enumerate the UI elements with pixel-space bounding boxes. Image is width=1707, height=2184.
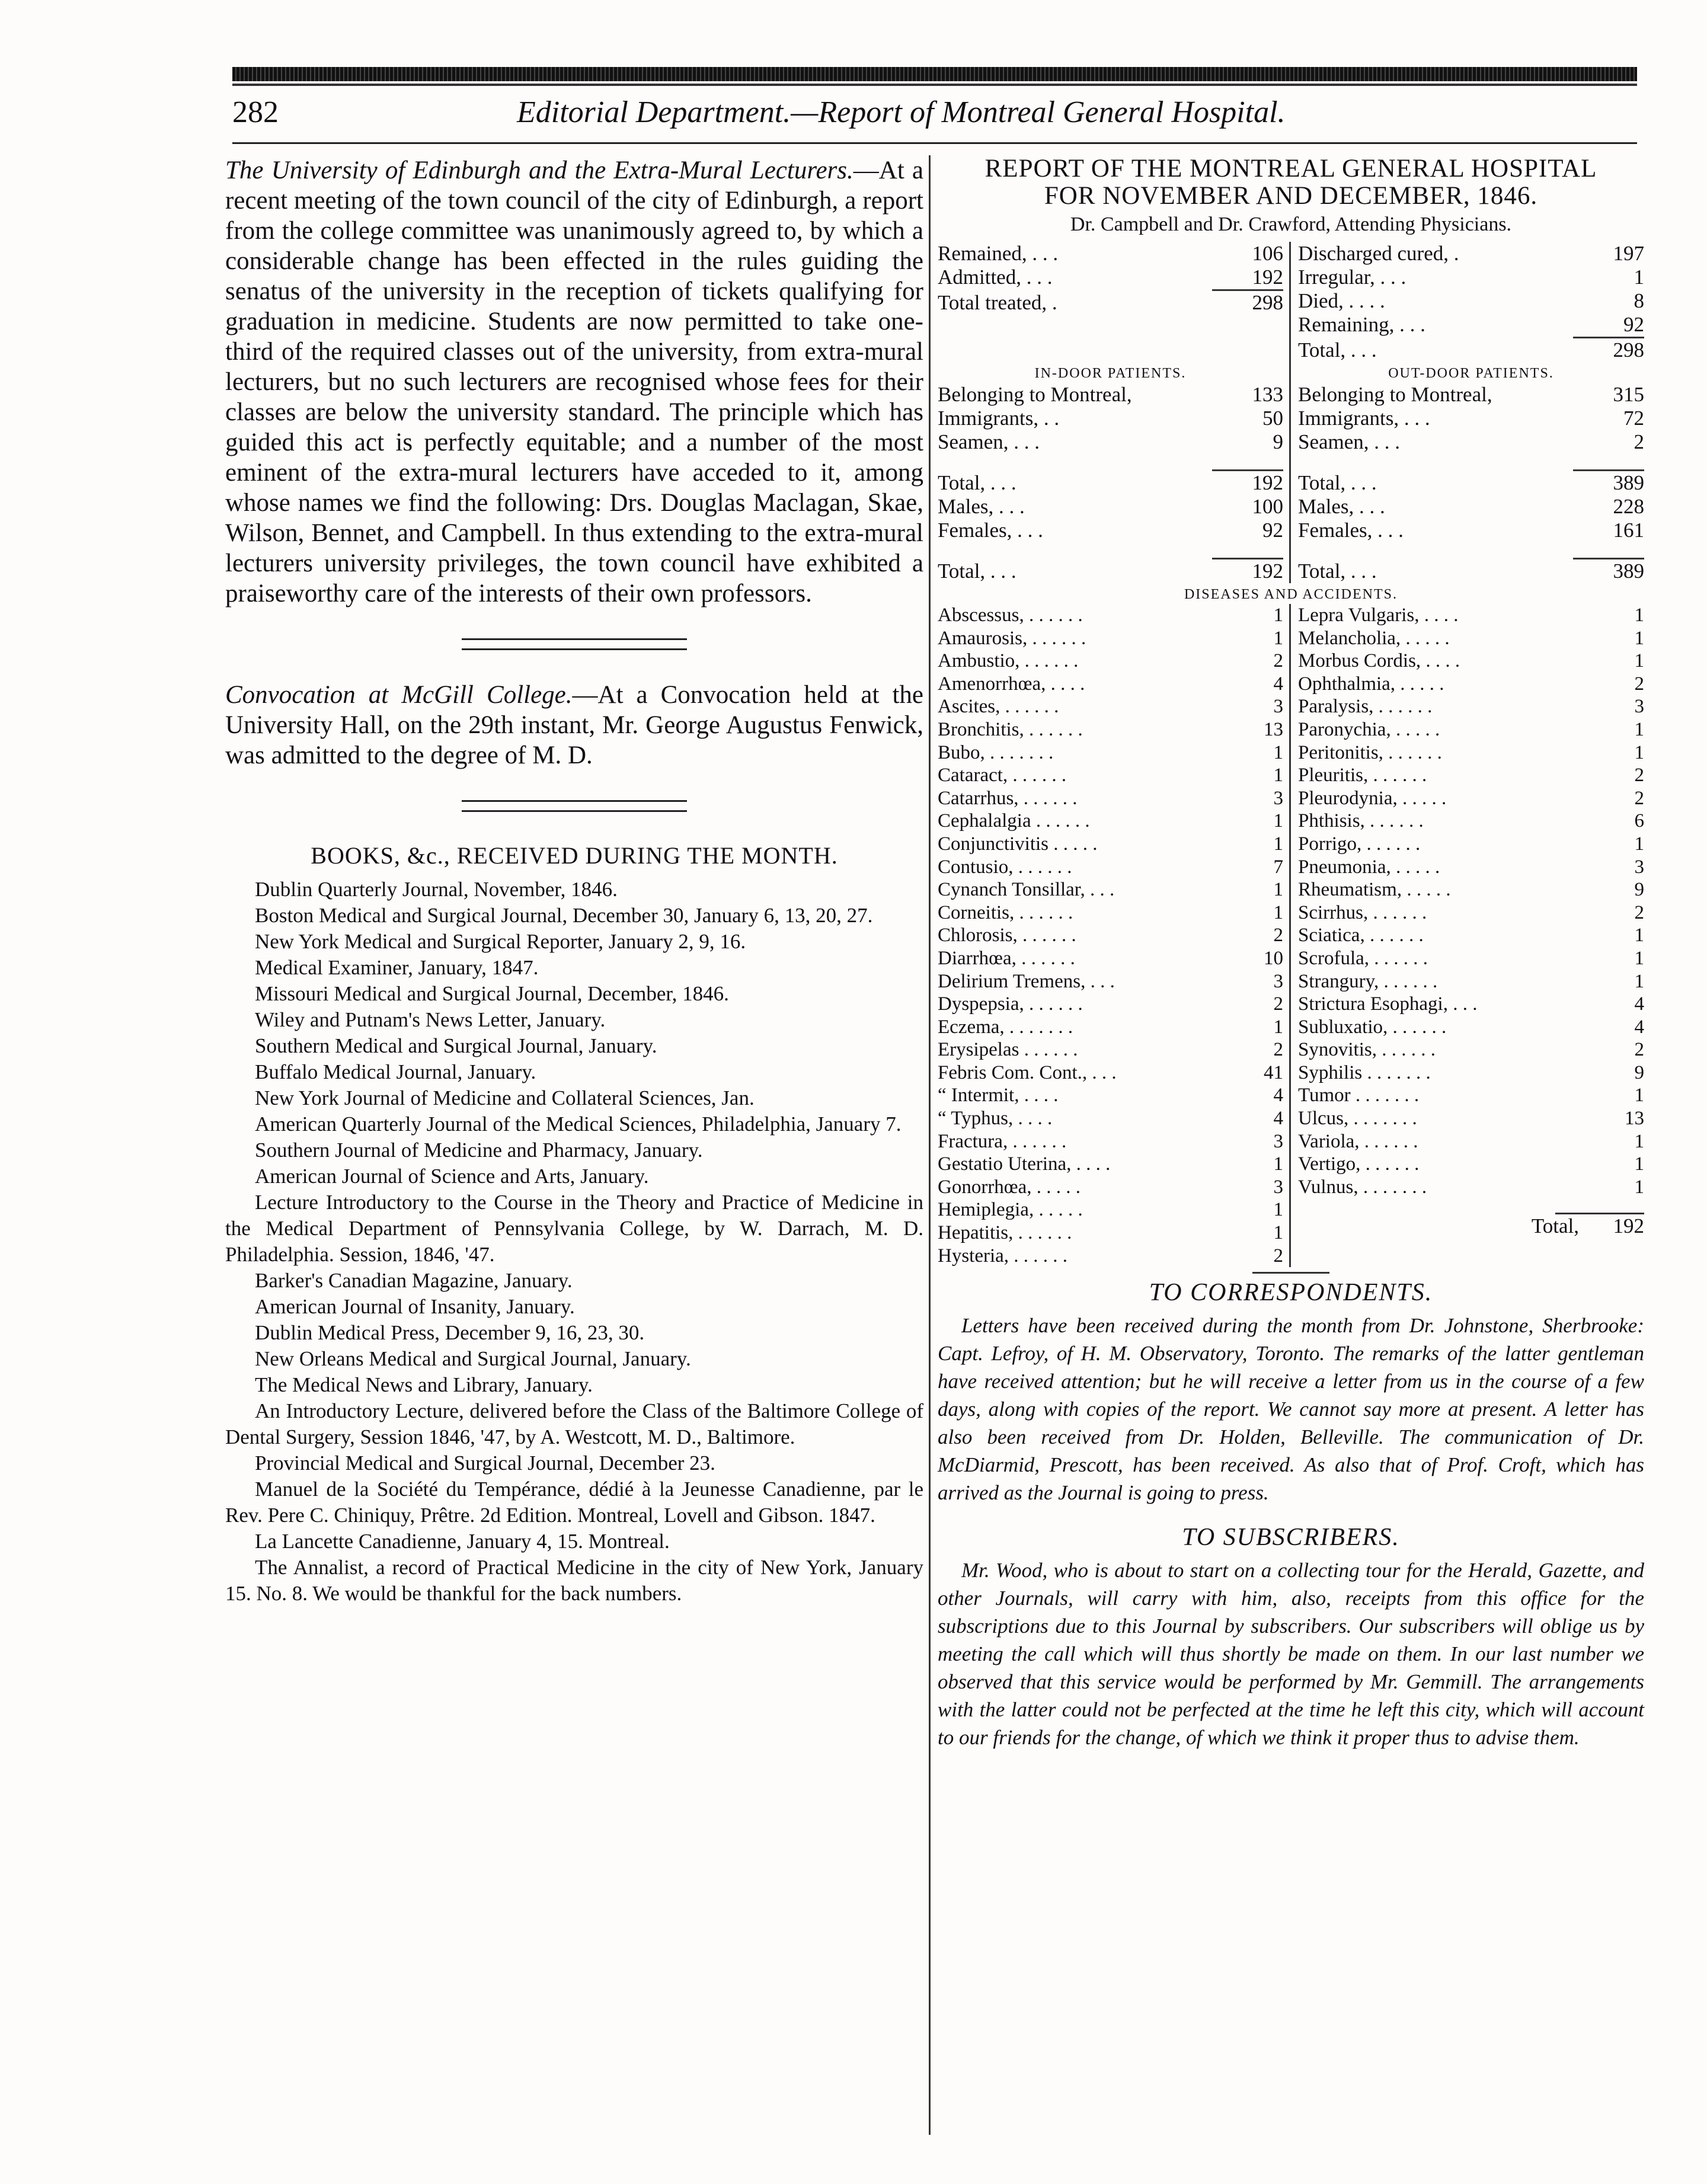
diseases-heading: DISEASES AND ACCIDENTS. [1184, 587, 1398, 602]
table-row [1298, 833, 1644, 856]
table-row [1298, 970, 1644, 993]
table-row [1298, 338, 1644, 362]
book-entry: Dublin Medical Press, December 9, 16, 23, 30. [255, 1321, 645, 1344]
table-row [1298, 519, 1644, 542]
running-title: Editorial Department.—Report of Montreal General Hospital. [517, 95, 1286, 129]
row-value: 1 [1634, 650, 1644, 672]
row-label: Paralysis, . . . . . . [1298, 696, 1433, 718]
header-ornamental-rule [232, 67, 1637, 81]
row-label: Syphilis . . . . . . . [1298, 1061, 1431, 1083]
row-label: Belonging to Montreal, [938, 383, 1132, 406]
row-label: Diarrhœa, . . . . . . [938, 947, 1075, 969]
table-row [1298, 313, 1644, 337]
book-entry: The Medical News and Library, January. [255, 1373, 593, 1396]
table-row [938, 970, 1283, 993]
row-label: Vertigo, . . . . . . [1298, 1153, 1420, 1175]
row-label: Total, . . . [1298, 559, 1377, 583]
row-label: Erysipelas . . . . . . [938, 1039, 1078, 1061]
row-value: 1 [1634, 1153, 1644, 1175]
row-label: “ Intermit, . . . . [938, 1085, 1059, 1107]
row-label: Scirrhus, . . . . . . [1298, 901, 1427, 923]
row-label: Immigrants, . . [938, 407, 1060, 430]
row-value: 9 [1634, 1061, 1644, 1083]
row-value: 100 [1252, 495, 1283, 518]
table-row [938, 1061, 1283, 1085]
row-value: 2 [1273, 993, 1283, 1015]
diseases-right-wrap [1291, 604, 1644, 1267]
table-row [938, 1198, 1283, 1221]
table-row [938, 993, 1283, 1016]
table-row [1298, 695, 1644, 718]
row-label: Hemiplegia, . . . . . [938, 1199, 1083, 1221]
table-row [938, 1016, 1283, 1039]
table-row [938, 1084, 1283, 1107]
table-row [938, 604, 1283, 627]
table-row [938, 383, 1283, 407]
table-row [1298, 741, 1644, 765]
page-number: 282 [232, 95, 279, 129]
row-label: Ambustio, . . . . . . [938, 650, 1079, 672]
row-value: 1 [1273, 879, 1283, 901]
row-label: Total, . . . [938, 559, 1016, 583]
table-row [938, 519, 1283, 542]
report-title-line2: FOR NOVEMBER AND DECEMBER, 1846. [1044, 182, 1538, 210]
row-value: 92 [1623, 313, 1644, 336]
book-entry: Southern Medical and Surgical Journal, January. [255, 1034, 657, 1057]
diseases-total-label: Total, [1531, 1214, 1579, 1238]
report-title-line1: REPORT OF THE MONTREAL GENERAL HOSPITAL [984, 155, 1597, 183]
edinburgh-body: —At a recent meeting of the town council of the city of Edinburgh, a report from the college committee was unanimously agreed to, by which a considerable change has been effected in the rules guiding the senatus of the university in the reception of tickets qualifying for graduation in medicine. Students are now permitted to take one-third of the required classes out of the university, from extra-mural lecturers, but no such lecturers are recognised whose fees for their classes are below the university standard. The principle which has guided this act is perfectly equitable; and a number of the most eminent of the extra-mural lecturers have acceded to it, among whose names we find the following: Drs. Douglas Maclagan, Skae, Wilson, Bennet, and Campbell. In thus extending to the extra-mural lecturers university privileges, the town council have exhibited a praiseworthy care of the interests of their own professors. [225, 156, 923, 607]
row-label: Immigrants, . . . [1298, 407, 1430, 430]
row-value: 2 [1634, 673, 1644, 695]
diseases-table [938, 604, 1644, 1267]
book-entry: Wiley and Putnam's News Letter, January. [255, 1008, 606, 1031]
table-row [1298, 1107, 1644, 1130]
books-heading: BOOKS, &c., RECEIVED DURING THE MONTH. [311, 842, 838, 869]
row-value: 2 [1273, 650, 1283, 672]
row-label: Amenorrhœa, . . . . [938, 673, 1085, 695]
section-double-rule [462, 638, 687, 650]
row-value: 192 [1252, 266, 1283, 289]
row-value: 1 [1273, 1199, 1283, 1221]
table-row [1298, 787, 1644, 810]
book-entry: An Introductory Lecture, delivered before the Class of the Baltimore College of Dental Surgery, Session 1846, '47, by A. Westcott, M. D., Baltimore. [225, 1399, 923, 1448]
book-entry: New Orleans Medical and Surgical Journal, January. [255, 1347, 691, 1370]
table-row [938, 559, 1283, 583]
row-value: 1 [1634, 1130, 1644, 1152]
books-list [225, 877, 923, 1607]
diseases-total-value: 192 [1613, 1214, 1644, 1238]
row-value: 1 [1634, 970, 1644, 992]
table-row [1298, 1176, 1644, 1199]
book-entry: Dublin Quarterly Journal, November, 1846. [255, 878, 618, 901]
table-row [1298, 471, 1644, 495]
table-row [1298, 764, 1644, 787]
row-value: 1 [1273, 810, 1283, 832]
row-value: 13 [1264, 718, 1283, 740]
table-row [1298, 383, 1644, 407]
row-value: 72 [1623, 407, 1644, 430]
row-label: Tumor . . . . . . . [1298, 1085, 1420, 1107]
table-row [938, 856, 1283, 879]
row-value: 2 [1634, 787, 1644, 809]
table-row [938, 901, 1283, 925]
row-value: 315 [1613, 383, 1644, 406]
book-entry: American Quarterly Journal of the Medical Sciences, Philadelphia, January 7. [255, 1112, 902, 1136]
diseases-right [1298, 604, 1644, 1198]
row-value: 197 [1613, 242, 1644, 265]
table-row [1298, 430, 1644, 454]
row-value: 2 [1273, 1245, 1283, 1267]
row-label: Total, . . . [1298, 338, 1377, 362]
table-row [938, 1038, 1283, 1061]
correspondents-body: Letters have been received during the month from Dr. Johnstone, Sherbrooke: Capt. Lefroy, of H. M. Observatory, Toronto. The remarks of the latter gentleman have received attention; but he will receive a letter from us in the course of a few days, along with copies of the report. We cannot say more at present. A letter has also been received from Dr. Holden, Belleville. The communication of Dr. McDiarmid, Prescott, has been received. As also that of Prof. Croft, which has arrived as the Journal is going to press. [938, 1314, 1644, 1505]
row-value: 1 [1634, 627, 1644, 649]
row-label: Cynanch Tonsillar, . . . [938, 879, 1115, 901]
row-label: Phthisis, . . . . . . [1298, 810, 1424, 832]
table-row [938, 430, 1283, 454]
row-label: Chlorosis, . . . . . . [938, 925, 1076, 946]
row-label: Fractura, . . . . . . [938, 1130, 1067, 1152]
row-label: Seamen, . . . [1298, 430, 1401, 453]
row-label: Ophthalmia, . . . . . [1298, 673, 1444, 695]
table-row [1298, 1153, 1644, 1176]
subscribers-body: Mr. Wood, who is about to start on a collecting tour for the Herald, Gazette, and other Journals, will carry with him, also, receipts from this office for the subscriptions due to this Journal by subscribers. Our subscribers will oblige us by meeting the call which will thus shortly be made on them. In our last number we observed that this service would be performed by Mr. Gemmill. The arrangements with the latter could not be perfected at the time he left this city, which will account to our friends for the change, of which we think it proper thus to advise them. [938, 1559, 1644, 1750]
row-label: Gestatio Uterina, . . . . [938, 1153, 1111, 1175]
book-entry: Manuel de la Société du Tempérance, dédié à la Jeunesse Canadienne, par le Rev. Pere C. Chiniquy, Prêtre. 2d Edition. Montreal, Lovell and Gibson. 1847. [225, 1478, 923, 1527]
book-entry: American Journal of Science and Arts, January. [255, 1165, 649, 1188]
row-label: Males, . . . [1298, 495, 1385, 518]
table-row [938, 1221, 1283, 1245]
row-label: Eczema, . . . . . . . [938, 1016, 1073, 1038]
book-entry: New York Journal of Medicine and Collateral Sciences, Jan. [255, 1086, 755, 1109]
table-row [938, 1153, 1283, 1176]
table-row [938, 291, 1283, 315]
row-label: Bubo, . . . . . . . [938, 741, 1054, 763]
row-label: Febris Com. Cont., . . . [938, 1061, 1117, 1083]
row-label: Variola, . . . . . . [1298, 1130, 1418, 1152]
book-entry: Medical Examiner, January, 1847. [255, 956, 539, 979]
row-value: 2 [1634, 430, 1644, 453]
row-value: 1 [1273, 741, 1283, 763]
table-row [938, 495, 1283, 519]
table-row [938, 764, 1283, 787]
book-entry: Provincial Medical and Surgical Journal, December 23. [255, 1451, 715, 1475]
table-row [938, 471, 1283, 495]
table-row [1298, 1130, 1644, 1153]
row-label: Died, . . . . [1298, 289, 1385, 312]
edinburgh-article [225, 155, 923, 609]
row-label: Hysteria, . . . . . . [938, 1245, 1068, 1267]
book-entry: Buffalo Medical Journal, January. [255, 1060, 536, 1083]
table-row [938, 407, 1283, 430]
table-row [1298, 993, 1644, 1016]
book-entry: The Annalist, a record of Practical Medicine in the city of New York, January 15. No. 8. We would be thankful for the back numbers. [225, 1556, 923, 1605]
row-label: Melancholia, . . . . . [1298, 627, 1450, 649]
row-value: 1 [1634, 605, 1644, 626]
row-label: Pneumonia, . . . . . [1298, 856, 1440, 878]
row-value: 4 [1273, 1108, 1283, 1130]
convocation-article [225, 680, 923, 770]
row-label: Lepra Vulgaris, . . . . [1298, 605, 1459, 626]
table-row [1298, 242, 1644, 266]
row-value: 133 [1252, 383, 1283, 406]
summary-right [1291, 242, 1644, 362]
table-row [1298, 1084, 1644, 1107]
row-value: 50 [1262, 407, 1283, 430]
row-label: Cephalalgia . . . . . . [938, 810, 1090, 832]
row-value: 3 [1273, 1176, 1283, 1198]
row-label: Irregular, . . . [1298, 266, 1406, 289]
table-row [1298, 650, 1644, 673]
table-row [938, 673, 1283, 696]
row-value: 41 [1264, 1061, 1283, 1083]
row-value: 2 [1634, 765, 1644, 786]
correspondents-heading: TO CORRESPONDENTS. [1149, 1279, 1433, 1307]
table-row [1298, 627, 1644, 650]
table-row [938, 1176, 1283, 1199]
row-label: Bronchitis, . . . . . . [938, 718, 1083, 740]
row-label: “ Typhus, . . . . [938, 1108, 1053, 1130]
row-value: 4 [1273, 1085, 1283, 1107]
book-entry: Lecture Introductory to the Course in the Theory and Practice of Medicine in the Medical Department of Pennsylvania College, by W. Darrach, M. D. Philadelphia. Session, 1846, '47. [225, 1191, 923, 1266]
row-label: Strangury, . . . . . . [1298, 970, 1438, 992]
report-physicians: Dr. Campbell and Dr. Crawford, Attending Physicians. [1070, 213, 1512, 235]
row-label: Catarrhus, . . . . . . [938, 787, 1078, 809]
table-row [1298, 901, 1644, 925]
table-row [1298, 924, 1644, 947]
column-divider [929, 155, 931, 2135]
row-label: Vulnus, . . . . . . . [1298, 1176, 1427, 1198]
row-value: 2 [1273, 925, 1283, 946]
row-label: Total, . . . [938, 471, 1016, 494]
row-label: Abscessus, . . . . . . [938, 605, 1083, 626]
row-value: 1 [1273, 833, 1283, 855]
row-label: Remaining, . . . [1298, 313, 1425, 336]
row-value: 3 [1273, 787, 1283, 809]
row-value: 9 [1273, 430, 1283, 453]
row-value: 1 [1634, 947, 1644, 969]
row-value: 298 [1613, 338, 1644, 362]
row-label: Conjunctivitis . . . . . [938, 833, 1098, 855]
row-label: Females, . . . [938, 519, 1043, 542]
table-row [1298, 266, 1644, 289]
row-value: 298 [1252, 291, 1283, 314]
row-value: 1 [1273, 1153, 1283, 1175]
table-row [1298, 947, 1644, 970]
table-row [938, 787, 1283, 810]
table-row [938, 878, 1283, 901]
outdoor-patients [1291, 362, 1644, 583]
row-label: Sciatica, . . . . . . [1298, 925, 1424, 946]
diseases-left [938, 604, 1291, 1267]
row-value: 3 [1634, 696, 1644, 718]
row-value: 9 [1634, 879, 1644, 901]
short-rule [1252, 1272, 1329, 1274]
table-row [938, 741, 1283, 765]
table-row [1298, 718, 1644, 741]
row-value: 3 [1273, 970, 1283, 992]
patients-table [938, 362, 1644, 583]
section-double-rule [462, 800, 687, 812]
row-label: Gonorrhœa, . . . . . [938, 1176, 1081, 1198]
row-label: Hepatitis, . . . . . . [938, 1222, 1072, 1244]
row-value: 7 [1273, 856, 1283, 878]
row-value: 1 [1634, 718, 1644, 740]
row-label: Pleuritis, . . . . . . [1298, 765, 1427, 786]
table-row [938, 718, 1283, 741]
edinburgh-title: The University of Edinburgh and the Extra-Mural Lecturers. [225, 156, 853, 184]
table-row [938, 947, 1283, 970]
row-label: Porrigo, . . . . . . [1298, 833, 1421, 855]
row-label: Dyspepsia, . . . . . . [938, 993, 1083, 1015]
row-value: 1 [1273, 1222, 1283, 1244]
header-underline [232, 142, 1637, 144]
table-row [938, 695, 1283, 718]
indoor-heading: IN-DOOR PATIENTS. [1034, 366, 1187, 381]
row-value: 2 [1634, 1039, 1644, 1061]
row-value: 92 [1262, 519, 1283, 542]
table-row [938, 266, 1283, 289]
convocation-title: Convocation at McGill College. [225, 681, 573, 709]
indoor-patients [938, 362, 1291, 583]
book-entry: Barker's Canadian Magazine, January. [255, 1269, 573, 1292]
row-value: 1 [1273, 765, 1283, 786]
table-row [938, 650, 1283, 673]
row-label: Paronychia, . . . . . [1298, 718, 1440, 740]
row-value: 6 [1634, 810, 1644, 832]
book-entry: Southern Journal of Medicine and Pharmacy, January. [255, 1139, 703, 1162]
table-row [938, 810, 1283, 833]
table-row [1298, 604, 1644, 627]
left-column [225, 155, 923, 1607]
row-label: Belonging to Montreal, [1298, 383, 1492, 406]
row-value: 1 [1273, 901, 1283, 923]
row-value: 2 [1634, 901, 1644, 923]
row-label: Synovitis, . . . . . . [1298, 1039, 1436, 1061]
row-label: Subluxatio, . . . . . . [1298, 1016, 1447, 1038]
row-label: Scrofula, . . . . . . [1298, 947, 1428, 969]
table-row [1298, 289, 1644, 313]
row-value: 8 [1634, 289, 1644, 312]
row-value: 3 [1634, 856, 1644, 878]
book-entry: Boston Medical and Surgical Journal, December 30, January 6, 13, 20, 27. [255, 904, 873, 927]
row-label: Pleurodynia, . . . . . [1298, 787, 1447, 809]
row-value: 192 [1252, 559, 1283, 583]
row-value: 1 [1273, 627, 1283, 649]
row-value: 106 [1252, 242, 1283, 265]
row-value: 4 [1634, 993, 1644, 1015]
table-row [938, 833, 1283, 856]
row-value: 4 [1273, 673, 1283, 695]
table-row [1298, 407, 1644, 430]
outdoor-heading: OUT-DOOR PATIENTS. [1388, 366, 1554, 381]
row-value: 1 [1634, 266, 1644, 289]
row-label: Morbus Cordis, . . . . [1298, 650, 1460, 672]
row-value: 1 [1634, 925, 1644, 946]
row-label: Delirium Tremens, . . . [938, 970, 1115, 992]
row-value: 389 [1613, 559, 1644, 583]
row-value: 1 [1634, 1176, 1644, 1198]
table-row [938, 627, 1283, 650]
row-label: Discharged cured, . [1298, 242, 1459, 265]
row-value: 4 [1634, 1016, 1644, 1038]
book-entry: La Lancette Canadienne, January 4, 15. Montreal. [255, 1530, 670, 1553]
row-value: 3 [1273, 1130, 1283, 1152]
row-value: 3 [1273, 696, 1283, 718]
table-row [1298, 1016, 1644, 1039]
row-label: Remained, . . . [938, 242, 1059, 265]
table-row [938, 1107, 1283, 1130]
table-row [1298, 810, 1644, 833]
row-value: 10 [1264, 947, 1283, 969]
table-row [1298, 559, 1644, 583]
row-label: Total treated, . [938, 291, 1057, 314]
row-value: 389 [1613, 471, 1644, 494]
row-label: Strictura Esophagi, . . . [1298, 993, 1478, 1015]
row-label: Total, . . . [1298, 471, 1377, 494]
row-value: 228 [1613, 495, 1644, 518]
row-value: 1 [1634, 1085, 1644, 1107]
table-row [1298, 1061, 1644, 1085]
table-row [938, 1130, 1283, 1153]
row-value: 1 [1634, 741, 1644, 763]
row-label: Contusio, . . . . . . [938, 856, 1072, 878]
diseases-total [1298, 1214, 1644, 1238]
row-label: Rheumatism, . . . . . [1298, 879, 1451, 901]
summary-table [938, 242, 1644, 362]
book-entry: Missouri Medical and Surgical Journal, December, 1846. [255, 982, 729, 1005]
row-value: 2 [1273, 1039, 1283, 1061]
book-entry: New York Medical and Surgical Reporter, January 2, 9, 16. [255, 930, 746, 953]
row-value: 13 [1625, 1108, 1644, 1130]
row-value: 192 [1252, 471, 1283, 494]
row-label: Peritonitis, . . . . . . [1298, 741, 1442, 763]
row-value: 1 [1273, 1016, 1283, 1038]
right-column [938, 155, 1644, 1751]
table-row [1298, 495, 1644, 519]
row-label: Amaurosis, . . . . . . [938, 627, 1086, 649]
table-row [1298, 1038, 1644, 1061]
row-value: 161 [1613, 519, 1644, 542]
book-entry: American Journal of Insanity, January. [255, 1295, 575, 1318]
table-row [938, 242, 1283, 266]
summary-left [938, 242, 1291, 362]
table-row [938, 924, 1283, 947]
table-row [1298, 673, 1644, 696]
subscribers-heading: TO SUBSCRIBERS. [1182, 1524, 1400, 1552]
row-value: 1 [1273, 605, 1283, 626]
table-row [1298, 856, 1644, 879]
table-row [938, 1245, 1283, 1268]
row-label: Admitted, . . . [938, 266, 1053, 289]
row-label: Cataract, . . . . . . [938, 765, 1067, 786]
running-header [232, 95, 1637, 136]
row-label: Males, . . . [938, 495, 1025, 518]
row-label: Seamen, . . . [938, 430, 1040, 453]
row-label: Ulcus, . . . . . . . [1298, 1108, 1417, 1130]
row-value: 1 [1634, 833, 1644, 855]
table-row [1298, 878, 1644, 901]
header-rule [232, 84, 1637, 86]
row-label: Ascites, . . . . . . [938, 696, 1059, 718]
row-label: Corneitis, . . . . . . [938, 901, 1073, 923]
row-label: Females, . . . [1298, 519, 1404, 542]
convocation-body: —At a Convocation held at the University Hall, on the 29th instant, Mr. George Augustus Fenwick, was admitted to the degree of M. D. [225, 681, 923, 769]
